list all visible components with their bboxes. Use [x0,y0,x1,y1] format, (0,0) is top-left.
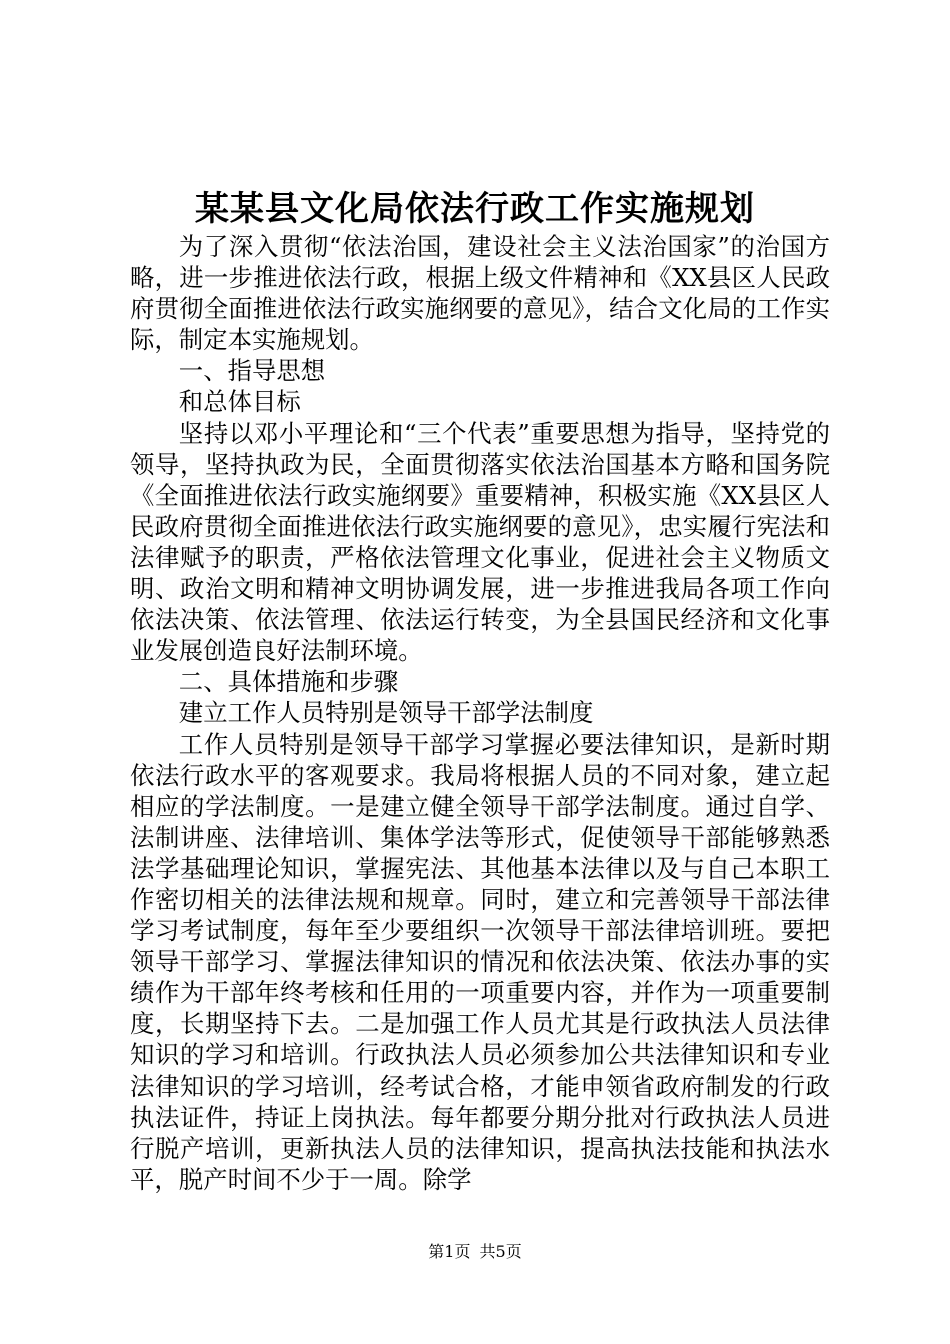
document-title: 某某县文化局依法行政工作实施规划 [195,189,755,229]
page-footer [0,1240,950,1264]
page-total: 共5页 [479,1242,522,1261]
section-heading-1: 一、指导思想 [178,356,326,386]
paragraph-study-system: 工作人员特别是领导干部学习掌握必要法律知识，是新时期依法行政水平的客观要求。我局将根据人员的不同对象，建立起相应的学法制度。一是建立健全领导干部学法制度。通过自学、法制讲座、法律培训、集体学法等形式，促使领导干部能够熟悉法学基础理论知识，掌握宪法、其他基本法律以及与自己本职工作密切相关的法律法规和规章。同时，建立和完善领导干部法律学习考试制度，每年至少要组织一次领导干部法律培训班。要把领导干部学习、掌握法律知识的情况和依法决策、依法办事的实绩作为干部年终考核和任用的一项重要内容，并作为一项重要制度，长期坚持下去。二是加强工作人员尤其是行政执法人员法律知识的学习和培训。行政执法人员必须参加公共法律知识和专业法律知识的学习培训，经考试合格，才能申领省政府制发的行政执法证件，持证上岗执法。每年都要分期分批对行政执法人员进行脱产培训，更新执法人员的法律知识，提高执法技能和执法水平，脱产时间不少于一周。除学 [130,729,830,1194]
paragraph-guiding-thought: 坚持以邓小平理论和“三个代表”重要思想为指导，坚持党的领导，坚持执政为民，全面贯彻落实依法治国基本方略和国务院《全面推进依法行政实施纲要》重要精神，积极实施《XX县区人民政府贯彻全面推进依法行政实施纲要的意见》，忠实履行宪法和法律赋予的职责，严格依法管理文化事业，促进社会主义物质文明、政治文明和精神文明协调发展，进一步推进我局各项工作向依法决策、依法管理、依法运行转变，为全县国民经济和文化事业发展创造良好法制环境。 [130,418,830,666]
section-heading-2: 二、具体措施和步骤 [178,667,399,697]
document-body [130,231,830,1195]
subsection-heading: 建立工作人员特别是领导干部学法制度 [178,698,594,728]
section-heading-1-cont: 和总体目标 [178,387,301,417]
page-number: 第1页 [428,1242,471,1261]
paragraph-intro: 为了深入贯彻“依法治国，建设社会主义法治国家”的治国方略，进一步推进依法行政，根据上级文件精神和《XX县区人民政府贯彻全面推进依法行政实施纲要的意见》，结合文化局的工作实际，制定本实施规划。 [130,232,830,355]
